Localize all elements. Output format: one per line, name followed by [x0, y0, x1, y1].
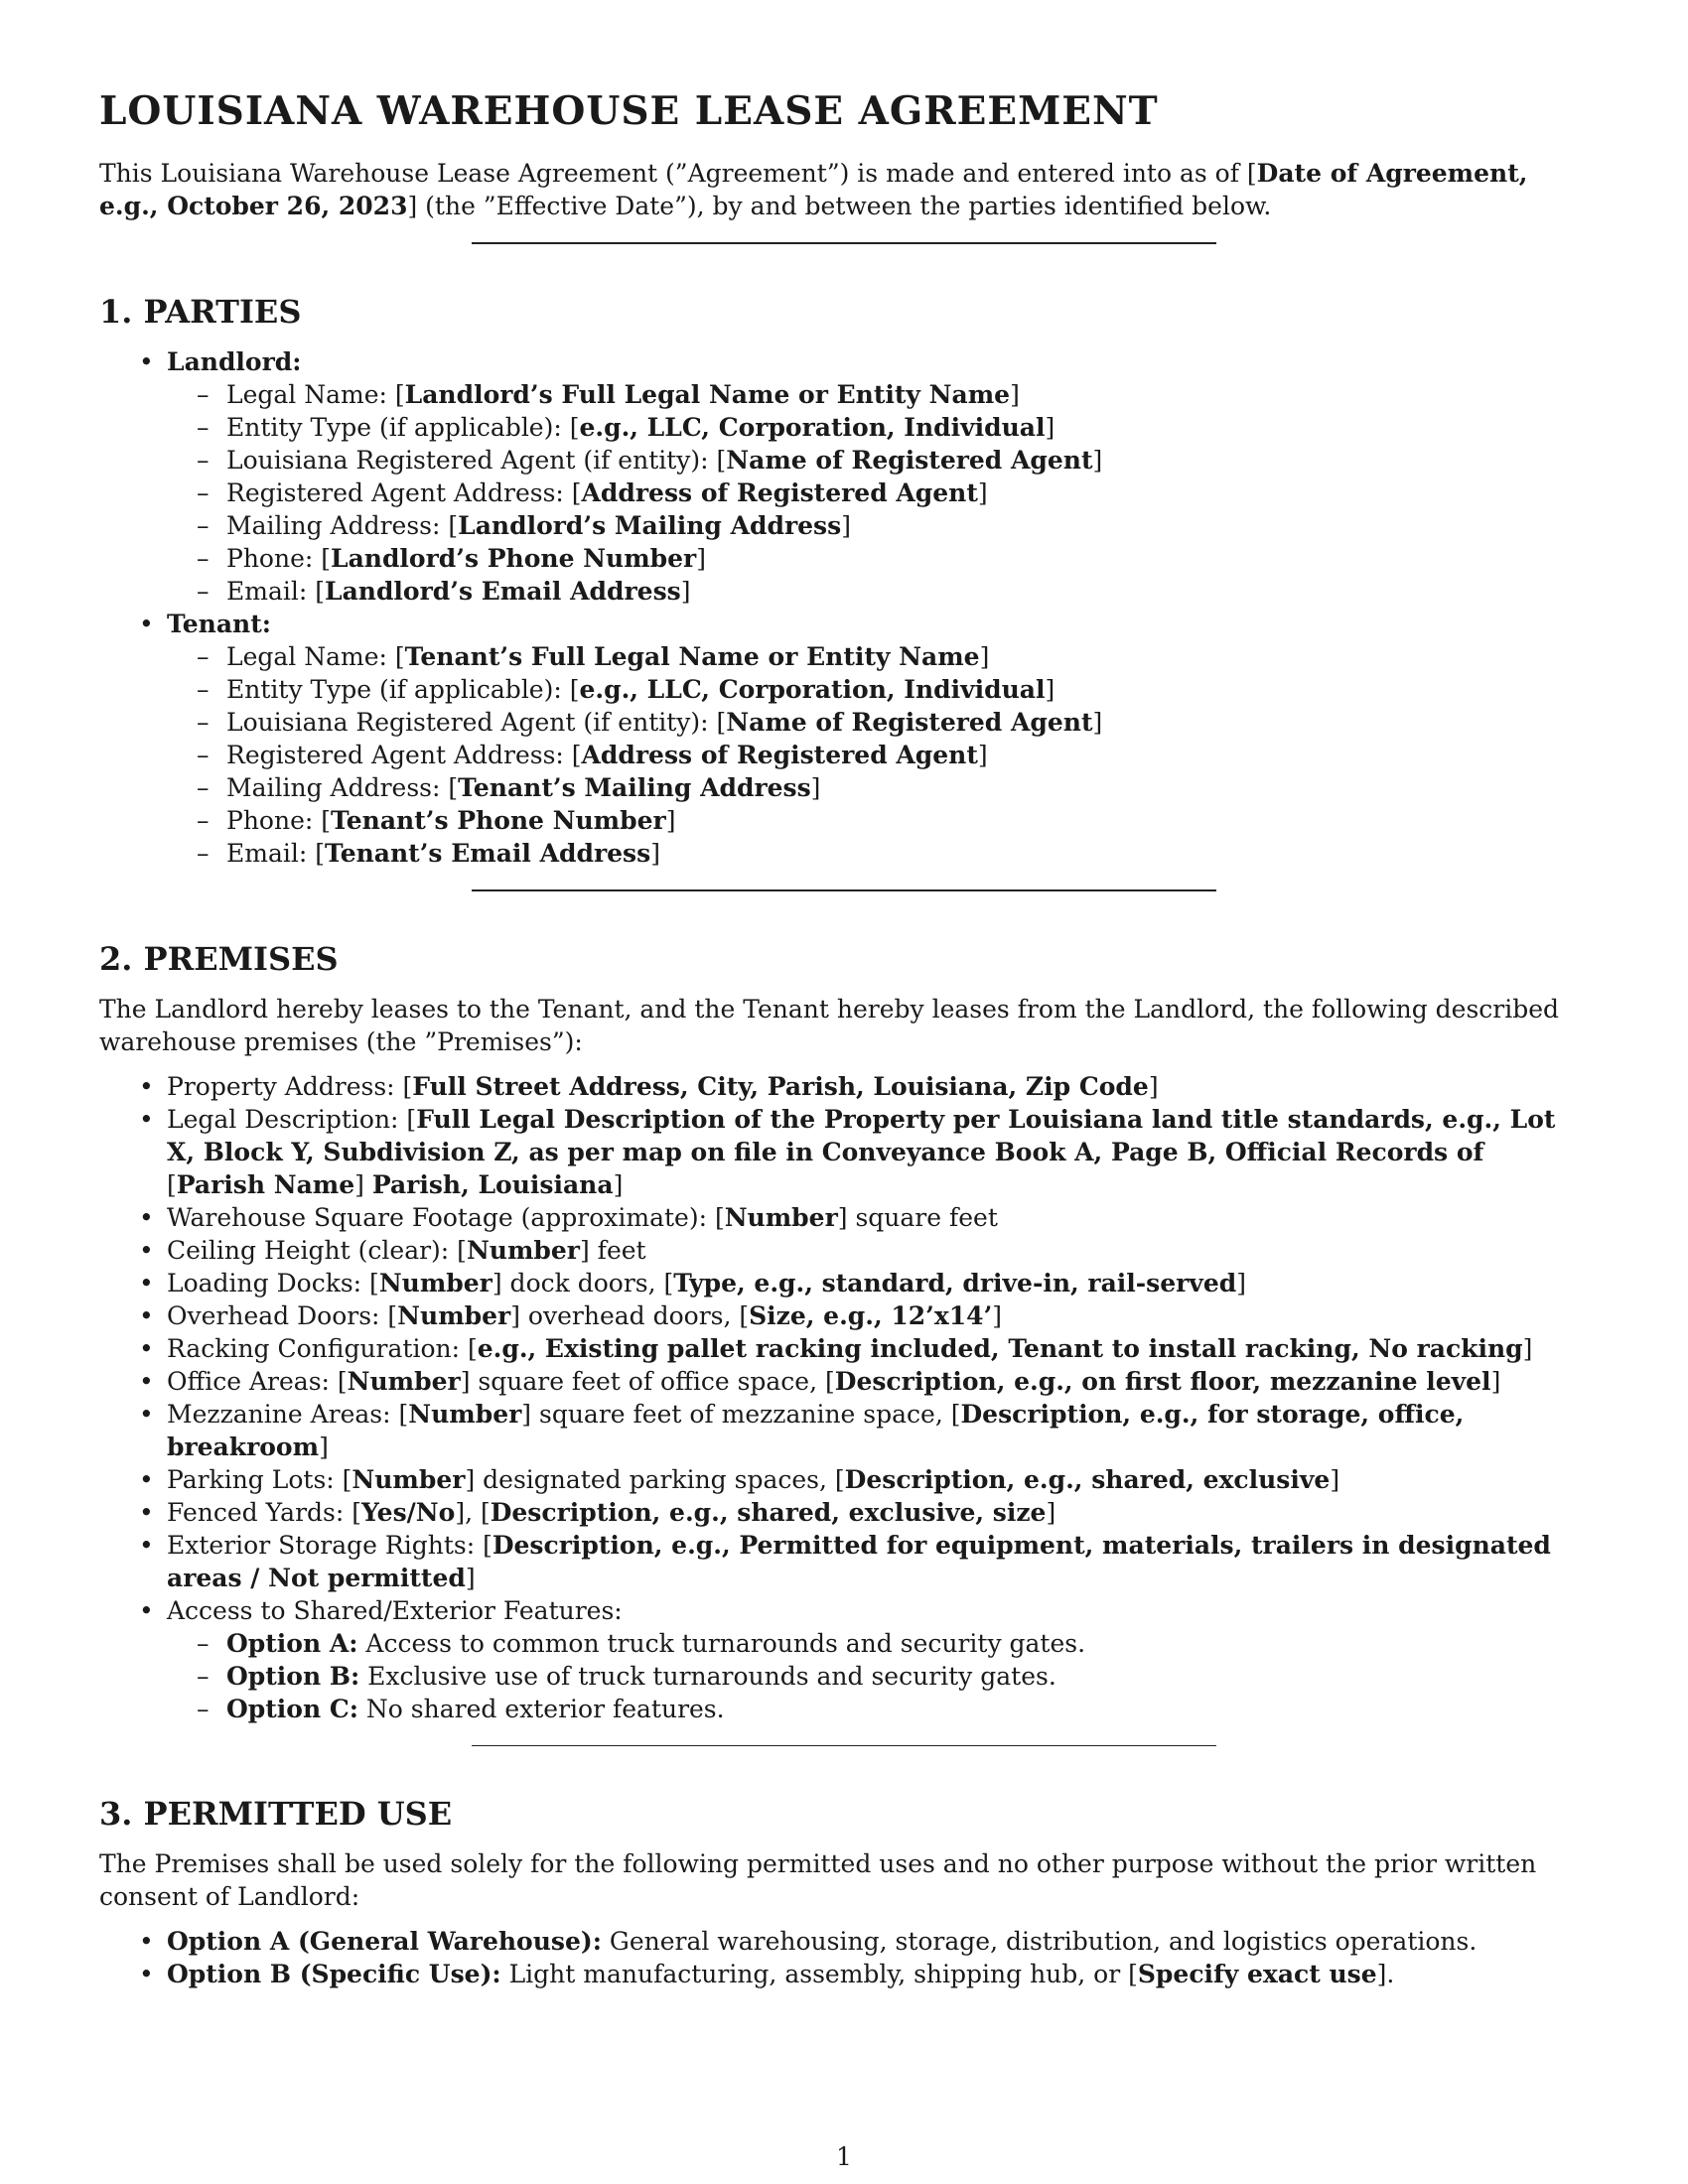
- item-close: ]: [1330, 1465, 1340, 1494]
- premises-item-sqft: [167, 1201, 1589, 1234]
- section-heading-parties: 1. PARTIES: [99, 293, 302, 331]
- item-placeholder: Parish Name: [176, 1170, 355, 1199]
- option-label: Option B:: [226, 1662, 360, 1691]
- field-close: ]: [1092, 446, 1103, 475]
- tenant-details: [167, 640, 1589, 870]
- access-option: [226, 1627, 1589, 1660]
- permitted-use-option-a: [167, 1925, 1589, 1958]
- field-close: ]: [841, 511, 851, 540]
- item-close: ]: [465, 1564, 476, 1592]
- field-placeholder: Tenant’s Phone Number: [331, 806, 666, 835]
- premises-list: [99, 1070, 1589, 1725]
- field-placeholder: Address of Registered Agent: [581, 741, 978, 769]
- premises-item-access: [167, 1594, 1589, 1725]
- field-label: Phone: [: [226, 806, 331, 835]
- premises-item-overhead: [167, 1299, 1589, 1332]
- premises-item-loading: [167, 1267, 1589, 1299]
- permitted-use-option-b: [167, 1958, 1589, 1990]
- access-options: [167, 1627, 1589, 1725]
- item-close: ] feet: [579, 1236, 646, 1265]
- item-bracket: [: [167, 1170, 177, 1199]
- field-label: Legal Name: [: [226, 380, 405, 409]
- tenant-label: Tenant:: [167, 610, 271, 638]
- item-label: Legal Description: [: [167, 1105, 417, 1134]
- field-close: ]: [810, 773, 821, 802]
- document-title: LOUISIANA WAREHOUSE LEASE AGREEMENT: [99, 88, 1159, 134]
- section-heading-premises: 2. PREMISES: [99, 940, 339, 978]
- field-close: ]: [696, 544, 706, 573]
- premises-item-racking: [167, 1332, 1589, 1365]
- item-placeholder: Full Legal Description of the Property per Louisiana land title standards, e.g., Lot X, Block Y, Subdivision Z, as per map on file in Conveyance Book A, Page B, Official Records of: [167, 1105, 1556, 1166]
- field-placeholder: Tenant’s Mailing Address: [458, 773, 811, 802]
- option-text: No shared exterior features.: [357, 1695, 725, 1723]
- option-label: Option A (General Warehouse):: [167, 1927, 602, 1956]
- section-divider: [472, 1745, 1216, 1746]
- field-placeholder: Landlord’s Email Address: [324, 577, 681, 606]
- item-text: ], [: [455, 1498, 491, 1527]
- item-placeholder: Description, e.g., shared, exclusive, size: [490, 1498, 1047, 1527]
- landlord-item: [167, 345, 1589, 608]
- permitted-use-list: [99, 1925, 1589, 1990]
- item-placeholder: Number: [408, 1400, 522, 1429]
- item-bracket: ]: [354, 1170, 372, 1199]
- field-close: ]: [977, 741, 988, 769]
- field-close: ]: [977, 478, 988, 507]
- landlord-field: [226, 444, 1589, 477]
- landlord-field: [226, 411, 1589, 444]
- item-placeholder: Number: [397, 1301, 511, 1330]
- access-option: [226, 1660, 1589, 1693]
- field-placeholder: Name of Registered Agent: [726, 708, 1093, 737]
- item-placeholder: e.g., Existing pallet racking included, Tenant to install racking, No racking: [477, 1334, 1523, 1363]
- item-text: ] designated parking spaces, [: [465, 1465, 845, 1494]
- item-label: Loading Docks: [: [167, 1269, 379, 1297]
- item-placeholder: Description, e.g., shared, exclusive: [844, 1465, 1331, 1494]
- option-text: Light manufacturing, assembly, shipping hub, or [: [500, 1960, 1138, 1988]
- item-placeholder: Number: [466, 1236, 580, 1265]
- option-text: Access to common truck turnarounds and security gates.: [357, 1629, 1086, 1658]
- item-close: ]: [319, 1433, 329, 1461]
- landlord-field: [226, 509, 1589, 542]
- field-label: Legal Name: [: [226, 642, 405, 671]
- field-placeholder: Tenant’s Full Legal Name or Entity Name: [404, 642, 980, 671]
- field-close: ]: [680, 577, 691, 606]
- item-placeholder: Number: [378, 1269, 492, 1297]
- option-placeholder: Specify exact use: [1137, 1960, 1377, 1988]
- item-label: Parking Lots: [: [167, 1465, 352, 1494]
- item-label: Racking Configuration: [: [167, 1334, 478, 1363]
- field-label: Entity Type (if applicable): [: [226, 413, 580, 442]
- item-close: ]: [613, 1170, 624, 1199]
- item-label: Mezzanine Areas: [: [167, 1400, 409, 1429]
- premises-item-address: [167, 1070, 1589, 1103]
- item-placeholder: Full Street Address, City, Parish, Louisiana, Zip Code: [412, 1072, 1149, 1101]
- premises-item-exterior: [167, 1529, 1589, 1594]
- item-placeholder: Size, e.g., 12’x14’: [749, 1301, 993, 1330]
- item-close: ]: [1148, 1072, 1159, 1101]
- option-label: Option A:: [226, 1629, 358, 1658]
- field-close: ]: [650, 839, 660, 868]
- item-label: Warehouse Square Footage (approximate): [: [167, 1203, 725, 1232]
- tenant-field: [226, 739, 1589, 771]
- item-placeholder: Description, e.g., for storage, office, breakroom: [167, 1400, 1465, 1461]
- item-label: Office Areas: [: [167, 1367, 348, 1396]
- intro-text-end: ] (the ”Effective Date”), by and between the parties identified below.: [407, 192, 1272, 220]
- premises-item-parking: [167, 1463, 1589, 1496]
- field-label: Phone: [: [226, 544, 331, 573]
- access-option: [226, 1693, 1589, 1725]
- item-close: ]: [992, 1301, 1003, 1330]
- item-label: Ceiling Height (clear): [: [167, 1236, 467, 1265]
- landlord-field: [226, 575, 1589, 608]
- option-text: Exclusive use of truck turnarounds and security gates.: [359, 1662, 1056, 1691]
- document-page: [99, 87, 1589, 1990]
- tenant-field: [226, 837, 1589, 870]
- item-placeholder: Yes/No: [361, 1498, 456, 1527]
- landlord-details: [167, 378, 1589, 608]
- intro-paragraph: [99, 157, 1589, 222]
- tenant-field: [226, 771, 1589, 804]
- field-label: Email: [: [226, 577, 325, 606]
- item-placeholder: Description, e.g., on first floor, mezzanine level: [834, 1367, 1491, 1396]
- tenant-field: [226, 706, 1589, 739]
- permitted-use-intro: The Premises shall be used solely for the following permitted uses and no other purpose without the prior written consent of Landlord:: [99, 1849, 1537, 1911]
- section-divider: [472, 242, 1216, 244]
- tenant-field: [226, 804, 1589, 837]
- field-label: Email: [: [226, 839, 325, 868]
- field-close: ]: [1092, 708, 1103, 737]
- item-placeholder: Parish, Louisiana: [371, 1170, 614, 1199]
- item-placeholder: Type, e.g., standard, drive-in, rail-served: [673, 1269, 1237, 1297]
- item-close: ]: [1046, 1498, 1056, 1527]
- field-close: ]: [1045, 413, 1055, 442]
- field-placeholder: Name of Registered Agent: [726, 446, 1093, 475]
- item-placeholder: Number: [724, 1203, 838, 1232]
- item-label: Exterior Storage Rights: [: [167, 1531, 492, 1560]
- field-placeholder: Landlord’s Mailing Address: [458, 511, 842, 540]
- effective-date-placeholder: Date of Agreement, e.g., October 26, 2023: [99, 159, 1528, 220]
- tenant-item: [167, 608, 1589, 870]
- item-label: Overhead Doors: [: [167, 1301, 398, 1330]
- intro-text: This Louisiana Warehouse Lease Agreement (”Agreement”) is made and entered into as of [: [99, 159, 1257, 188]
- item-close: ]: [1490, 1367, 1501, 1396]
- item-close: ]: [1522, 1334, 1533, 1363]
- landlord-label: Landlord:: [167, 347, 302, 376]
- page-number: 1: [836, 2142, 852, 2171]
- item-label: Property Address: [: [167, 1072, 413, 1101]
- item-text: ] square feet of office space, [: [460, 1367, 835, 1396]
- item-text: ] overhead doors, [: [510, 1301, 750, 1330]
- item-text: ] square feet of mezzanine space, [: [521, 1400, 961, 1429]
- field-placeholder: Landlord’s Phone Number: [331, 544, 697, 573]
- item-close: ] square feet: [837, 1203, 998, 1232]
- field-close: ]: [1045, 675, 1055, 704]
- premises-item-office: [167, 1365, 1589, 1398]
- item-placeholder: Description, e.g., Permitted for equipment, materials, trailers in designated areas / Not permitted: [167, 1531, 1551, 1592]
- field-label: Mailing Address: [: [226, 773, 459, 802]
- item-placeholder: Number: [352, 1465, 466, 1494]
- field-placeholder: Tenant’s Email Address: [324, 839, 651, 868]
- field-close: ]: [665, 806, 676, 835]
- item-label: Fenced Yards: [: [167, 1498, 361, 1527]
- option-close: ].: [1376, 1960, 1395, 1988]
- field-placeholder: e.g., LLC, Corporation, Individual: [579, 413, 1046, 442]
- premises-intro: The Landlord hereby leases to the Tenant, and the Tenant hereby leases from the Landlord, the following described warehouse premises (the ”Premises”):: [99, 995, 1560, 1056]
- field-close: ]: [979, 642, 990, 671]
- field-label: Louisiana Registered Agent (if entity): [: [226, 708, 727, 737]
- field-close: ]: [1010, 380, 1020, 409]
- tenant-field: [226, 640, 1589, 673]
- item-placeholder: Number: [347, 1367, 461, 1396]
- item-label: Access to Shared/Exterior Features:: [167, 1596, 623, 1625]
- landlord-field: [226, 378, 1589, 411]
- item-text: ] dock doors, [: [492, 1269, 674, 1297]
- field-label: Registered Agent Address: [: [226, 478, 582, 507]
- field-label: Entity Type (if applicable): [: [226, 675, 580, 704]
- option-label: Option B (Specific Use):: [167, 1960, 501, 1988]
- landlord-field: [226, 477, 1589, 509]
- premises-item-fenced: [167, 1496, 1589, 1529]
- section-heading-permitted-use: 3. PERMITTED USE: [99, 1795, 453, 1833]
- premises-item-ceiling: [167, 1234, 1589, 1267]
- field-placeholder: Landlord’s Full Legal Name or Entity Name: [404, 380, 1011, 409]
- item-close: ]: [1236, 1269, 1246, 1297]
- field-label: Louisiana Registered Agent (if entity): [: [226, 446, 727, 475]
- field-placeholder: e.g., LLC, Corporation, Individual: [579, 675, 1046, 704]
- premises-item-mezzanine: [167, 1398, 1589, 1463]
- option-label: Option C:: [226, 1695, 358, 1723]
- field-label: Mailing Address: [: [226, 511, 459, 540]
- parties-list: [99, 345, 1589, 870]
- field-label: Registered Agent Address: [: [226, 741, 582, 769]
- field-placeholder: Address of Registered Agent: [581, 478, 978, 507]
- tenant-field: [226, 673, 1589, 706]
- option-text: General warehousing, storage, distribution, and logistics operations.: [601, 1927, 1477, 1956]
- premises-item-legal: [167, 1103, 1589, 1201]
- section-divider: [472, 889, 1216, 891]
- landlord-field: [226, 542, 1589, 575]
